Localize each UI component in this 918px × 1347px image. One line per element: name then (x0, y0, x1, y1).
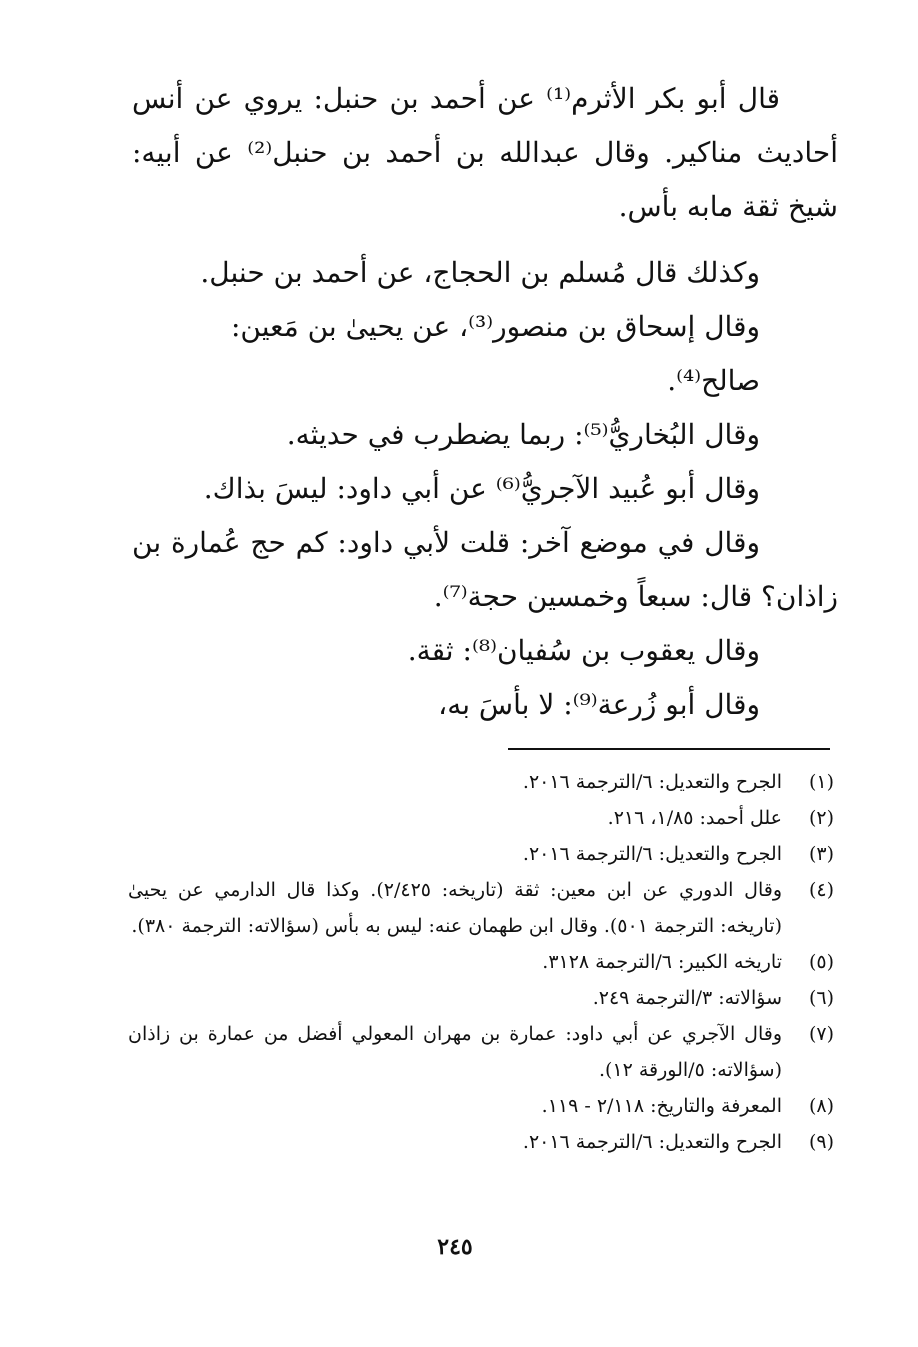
footnote-text: الجرح والتعديل: ٦/الترجمة ٢٠١٦. (522, 1131, 782, 1153)
footnote-number: (٩) (808, 1131, 834, 1153)
footnote-text: وقال الدوري عن ابن معين: ثقة (تاريخه: ٢/٤٢٥). وكذا قال الدارمي عن يحيىٰ (تاريخه: الترجمة ٥٠١). وقال ابن طهمان عنه: ليس به بأس (سؤالاته: الترجمة ٣٨٠). (128, 879, 782, 937)
footnote-6 (128, 980, 834, 1016)
footnote-9 (128, 1124, 834, 1160)
line-muslim: وكذلك قال مُسلم بن الحجاج، عن أحمد بن حنبل. (200, 256, 760, 289)
line-ajurri: وقال أبو عُبيد الآجريُّ⁽⁶⁾ عن أبي داود: ليسَ بذاك. (203, 472, 760, 505)
footnote-text: علل أحمد: ١/٨٥، ٢١٦. (607, 807, 782, 829)
footnotes-list (128, 764, 834, 1160)
footnote-4 (128, 872, 834, 944)
footnote-text: سؤالاته: ٣/الترجمة ٢٤٩. (592, 987, 782, 1009)
footnote-5 (128, 944, 834, 980)
footnote-1 (128, 764, 834, 800)
footnote-number: (٣) (808, 843, 834, 865)
paragraph-gap (132, 234, 838, 246)
footnote-number: (٨) (808, 1095, 834, 1117)
line-yaqub: وقال يعقوب بن سُفيان⁽⁸⁾: ثقة. (407, 634, 760, 667)
footnote-text: وقال الآجري عن أبي داود: عمارة بن مهران المعولي أفضل من عمارة بن زاذان (سؤالاته: ٥/الورقة ١٢). (128, 1023, 782, 1081)
footnote-7 (128, 1016, 834, 1088)
paragraph-abu-dawud: وقال في موضع آخر: قلت لأبي داود: كم حج عُمارة بن زاذان؟ قال: سبعاً وخمسين حجة⁽⁷⁾. (132, 526, 838, 613)
footnote-text: تاريخه الكبير: ٦/الترجمة ٣١٢٨. (542, 951, 782, 973)
footnote-number: (١) (808, 771, 834, 793)
footnote-number: (٥) (808, 951, 834, 973)
footnote-number: (٦) (808, 987, 834, 1009)
footnote-divider (508, 748, 830, 750)
footnote-2 (128, 800, 834, 836)
paragraph-athram: قال أبو بكر الأثرم⁽¹⁾ عن أحمد بن حنبل: يروي عن أنس أحاديث مناكير. وقال عبدالله بن أحمد بن حنبل⁽²⁾ عن أبيه: شيخ ثقة مابه بأس. (132, 82, 838, 223)
main-text-block (132, 72, 838, 732)
footnote-text: الجرح والتعديل: ٦/الترجمة ٢٠١٦. (522, 771, 782, 793)
line-ishaq: وقال إسحاق بن منصور⁽³⁾، عن يحيىٰ بن مَعين: صالح⁽⁴⁾. (230, 310, 760, 397)
footnote-8 (128, 1088, 834, 1124)
line-abu-zura: وقال أبو زُرعة⁽⁹⁾: لا بأسَ به، (438, 688, 760, 721)
footnote-number: (٤) (808, 879, 834, 901)
footnote-text: الجرح والتعديل: ٦/الترجمة ٢٠١٦. (522, 843, 782, 865)
footnote-text: المعرفة والتاريخ: ٢/١١٨ - ١١٩. (541, 1095, 782, 1117)
page-number: ٢٤٥ (437, 1234, 473, 1260)
footnote-number: (٧) (808, 1023, 834, 1045)
line-bukhari: وقال البُخاريُّ⁽⁵⁾: ربما يضطرب في حديثه. (286, 418, 760, 451)
footnote-number: (٢) (808, 807, 834, 829)
footnote-3 (128, 836, 834, 872)
